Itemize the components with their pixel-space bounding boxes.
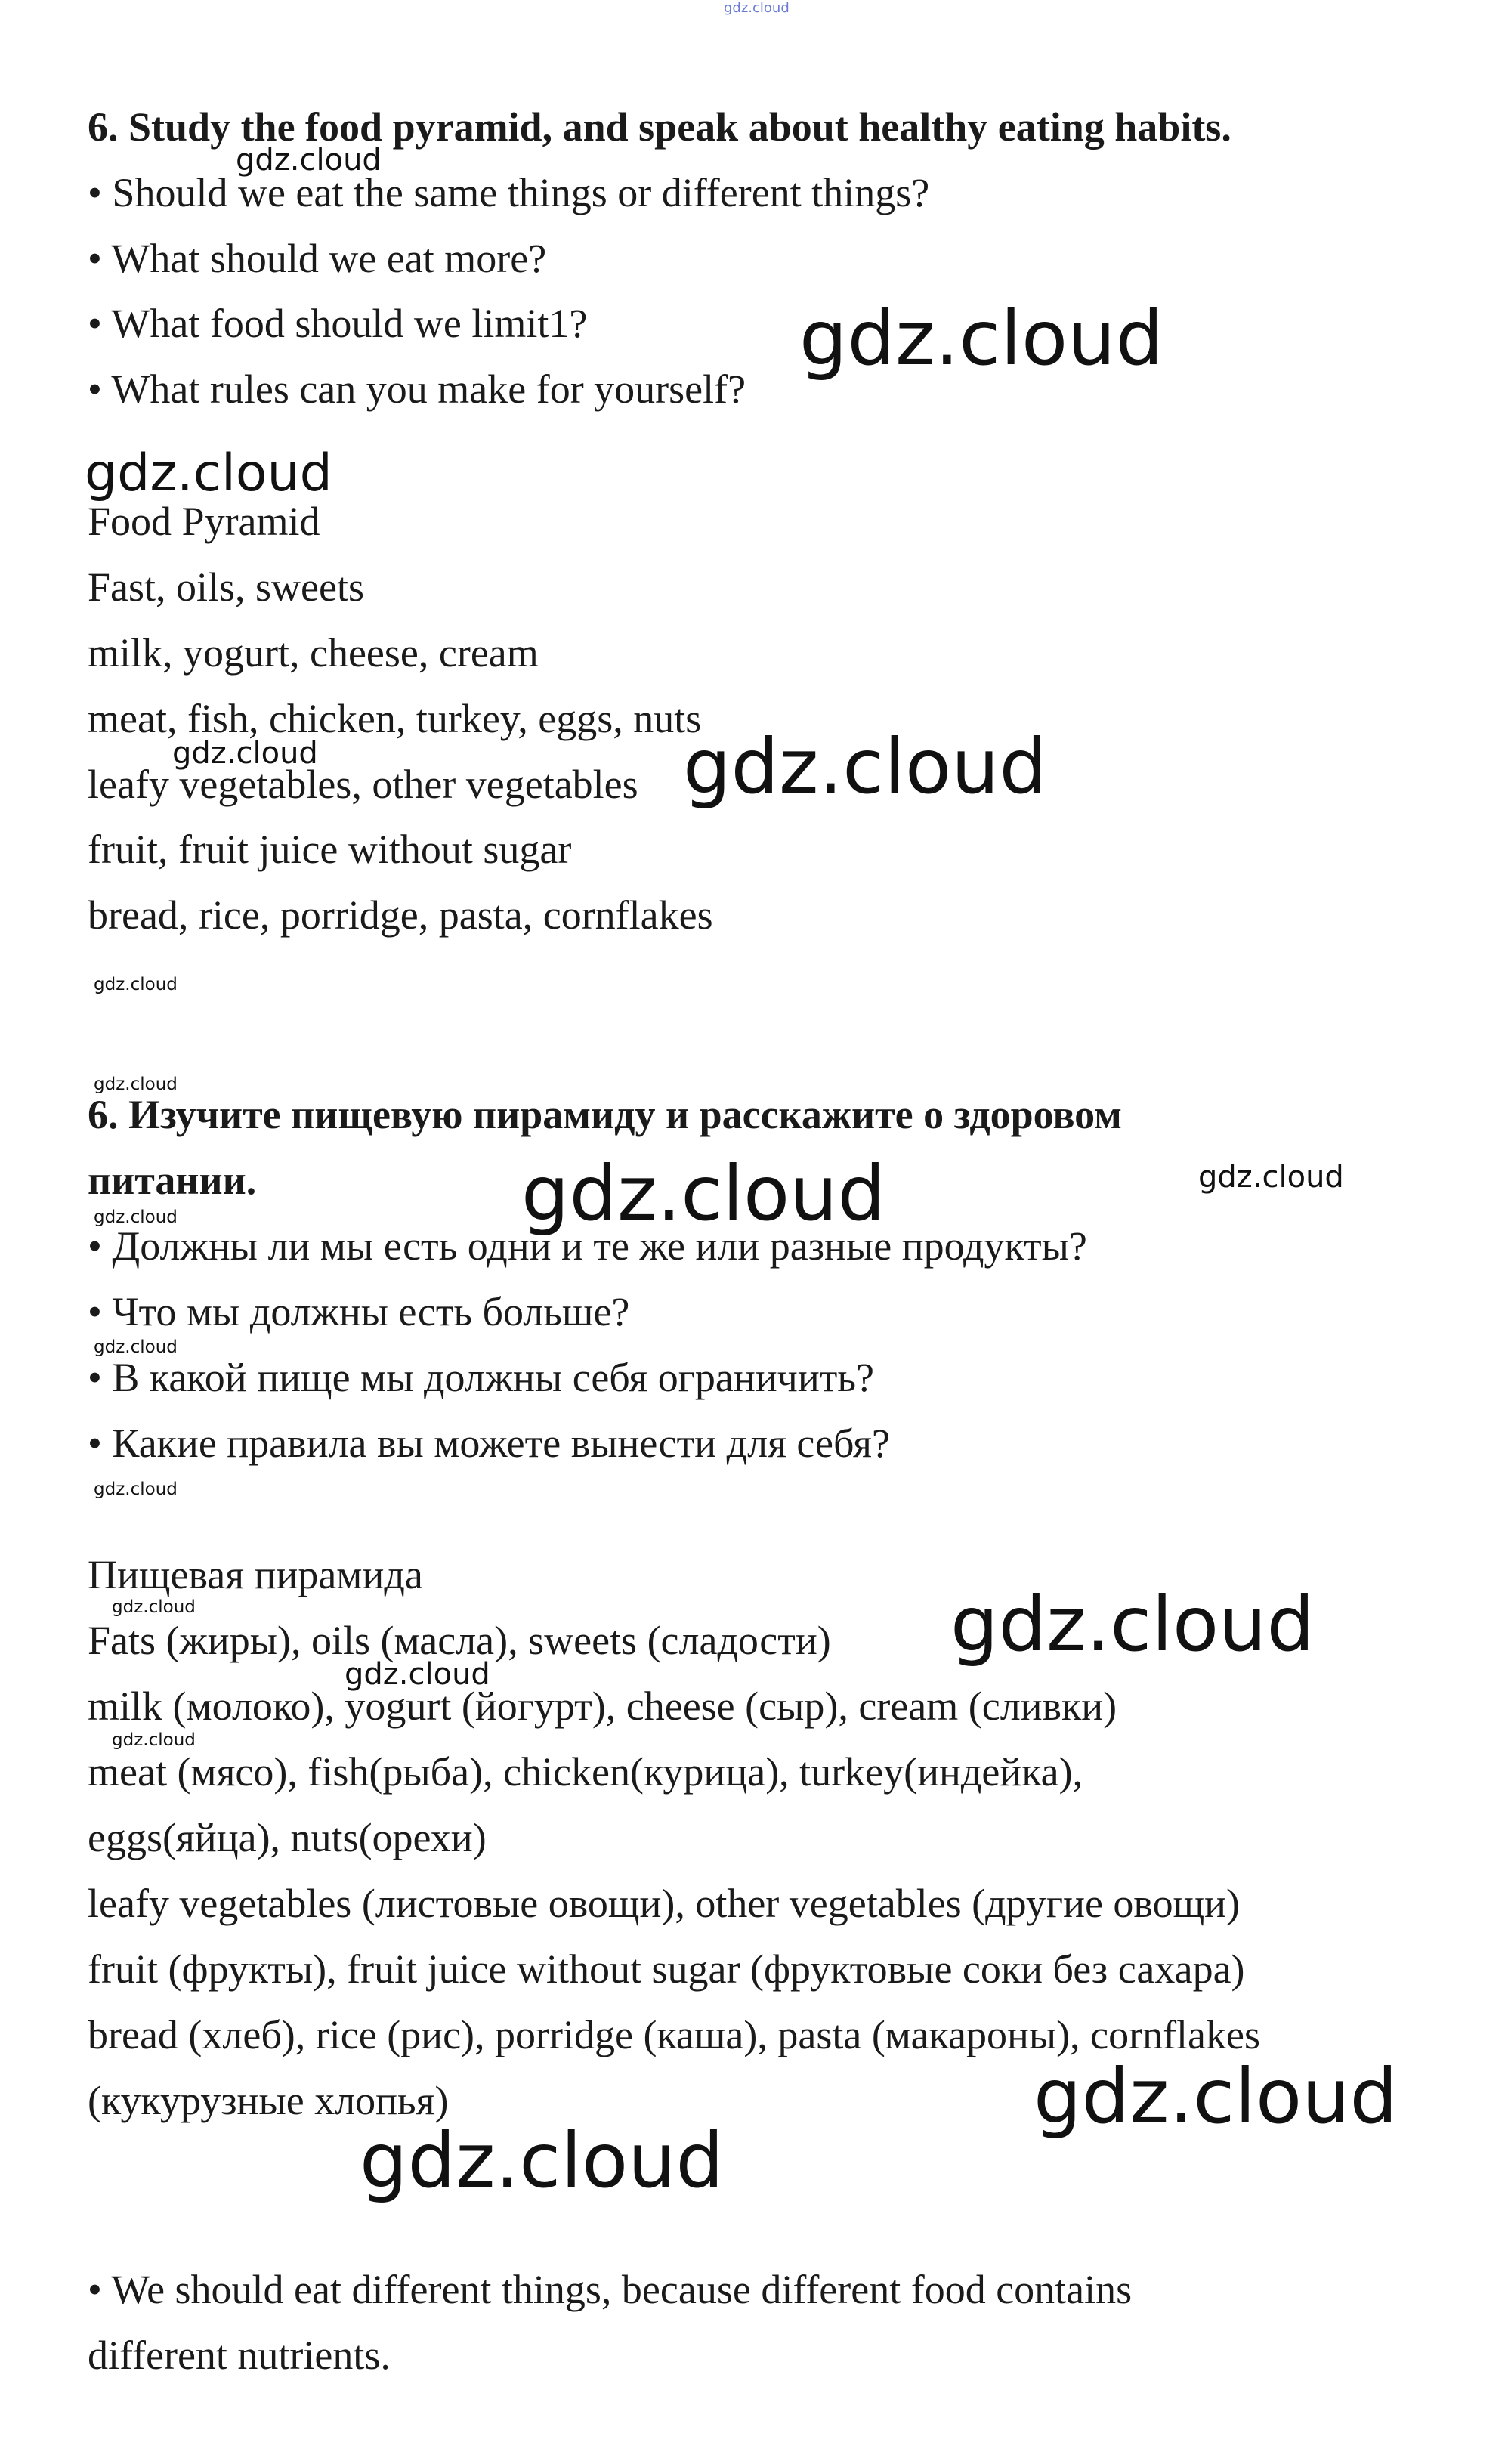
pyramid-title-ru: Пищевая пирамида [88, 1552, 423, 1597]
question-en-2: • What should we eat more? [88, 236, 547, 281]
question-ru-4: • Какие правила вы можете вынести для себя? [88, 1421, 890, 1466]
pyramid-line-ru-5: leafy vegetables (листовые овощи), other vegetables (другие овощи) [88, 1881, 1241, 1926]
watermark: gdz.cloud [345, 1657, 490, 1692]
watermark: gdz.cloud [85, 444, 332, 503]
question-en-1: • Should we eat the same things or different things? [88, 170, 930, 215]
pyramid-item-en-1: Fast, oils, sweets [88, 564, 365, 610]
pyramid-item-en-4: leafy vegetables, other vegetables [88, 762, 638, 807]
watermark: gdz.cloud [112, 1730, 196, 1750]
pyramid-line-ru-3: meat (мясо), fish(рыба), chicken(курица), turkey(индейка), [88, 1749, 1083, 1795]
pyramid-item-en-3: meat, fish, chicken, turkey, eggs, nuts [88, 696, 702, 741]
watermark: gdz.cloud [1034, 2052, 1398, 2141]
watermark: gdz.cloud [94, 975, 178, 994]
watermark: gdz.cloud [94, 1479, 178, 1499]
watermark-top: gdz.cloud [724, 0, 790, 16]
pyramid-line-ru-2: milk (молоко), yogurt (йогурт), cheese (сыр), cream (сливки) [88, 1683, 1117, 1729]
watermark: gdz.cloud [172, 736, 318, 771]
watermark: gdz.cloud [521, 1149, 886, 1238]
pyramid-item-en-2: milk, yogurt, cheese, cream [88, 630, 539, 676]
question-en-3: • What food should we limit1? [88, 301, 588, 346]
pyramid-line-ru-1: Fats (жиры), oils (масла), sweets (сладости) [88, 1618, 831, 1663]
watermark: gdz.cloud [94, 1207, 178, 1227]
pyramid-line-ru-6: fruit (фрукты), fruit juice without sugar (фруктовые соки без сахара) [88, 1946, 1245, 1992]
pyramid-line-ru-4: eggs(яйца), nuts(орехи) [88, 1815, 487, 1860]
pyramid-title-en: Food Pyramid [88, 499, 320, 544]
watermark: gdz.cloud [683, 722, 1048, 811]
watermark: gdz.cloud [799, 294, 1164, 382]
watermark: gdz.cloud [94, 1337, 178, 1357]
watermark: gdz.cloud [112, 1597, 196, 1617]
watermark: gdz.cloud [1198, 1160, 1344, 1195]
pyramid-item-en-6: bread, rice, porridge, pasta, cornflakes [88, 892, 713, 938]
pyramid-line-ru-8: (кукурузные хлопья) [88, 2078, 449, 2123]
task-title-en: 6. Study the food pyramid, and speak about healthy eating habits. [88, 104, 1231, 150]
task-title-ru-2: питании. [88, 1158, 257, 1203]
question-ru-1: • Должны ли мы есть одни и те же или разные продукты? [88, 1223, 1087, 1269]
answer-line-1: • We should eat different things, because different food contains [88, 2267, 1133, 2312]
answer-line-2: different nutrients. [88, 2333, 391, 2378]
watermark: gdz.cloud [360, 2116, 725, 2205]
task-title-ru-1: 6. Изучите пищевую пирамиду и расскажите о здоровом [88, 1092, 1122, 1137]
watermark: gdz.cloud [236, 143, 382, 178]
pyramid-item-en-5: fruit, fruit juice without sugar [88, 827, 572, 872]
pyramid-line-ru-7: bread (хлеб), rice (рис), porridge (каша), pasta (макароны), cornflakes [88, 2012, 1260, 2057]
question-ru-3: • В какой пище мы должны себя ограничить? [88, 1355, 874, 1400]
watermark: gdz.cloud [94, 1074, 178, 1094]
question-ru-2: • Что мы должны есть больше? [88, 1289, 630, 1334]
question-en-4: • What rules can you make for yourself? [88, 366, 746, 412]
watermark: gdz.cloud [950, 1580, 1315, 1668]
